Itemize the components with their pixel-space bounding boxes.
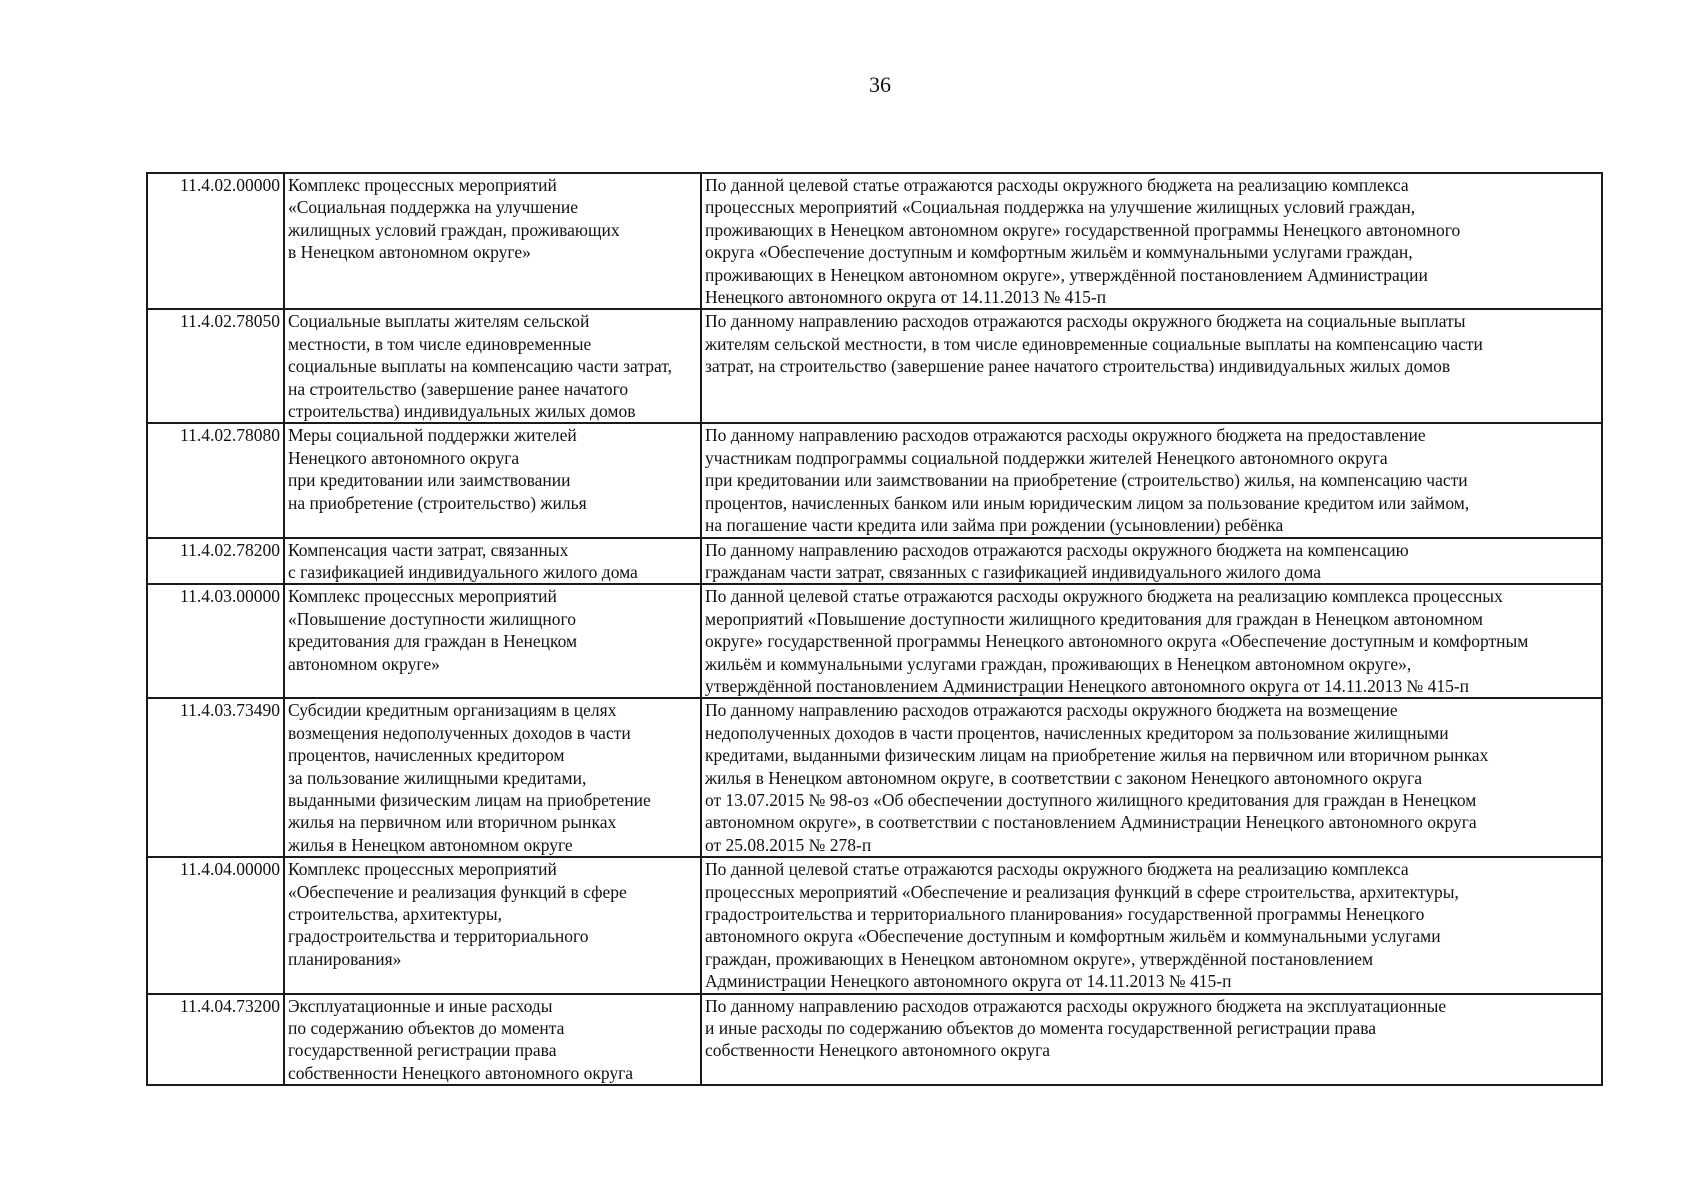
code-cell: 11.4.03.73490 (147, 698, 284, 857)
description-cell: По данной целевой статье отражаются расходы окружного бюджета на реализацию комплекса процессных мероприятий «Социальная поддержка на улучшение жилищных условий граждан, проживающих в Ненецком автономном округе» государственной программы Ненецкого автономного округа «Обеспечение доступным и комфортным жильём и коммунальными услугами граждан, проживающих в Ненецком автономном округе», утверждённой постановлением Администрации Ненецкого автономного округа от 14.11.2013 № 415-п (701, 173, 1602, 309)
description-cell: По данному направлению расходов отражаются расходы окружного бюджета на эксплуатационные и иные расходы по содержанию объектов до момента государственной регистрации права собственности Ненецкого автономного округа (701, 994, 1602, 1086)
description-cell: По данной целевой статье отражаются расходы окружного бюджета на реализацию комплекса процессных мероприятий «Обеспечение и реализация функций в сфере строительства, архитектуры, градостроительства и территориального планирования» государственной программы Ненецкого автономного округа «Обеспечение доступным и комфортным жильём и коммунальными услугами граждан, проживающих в Ненецком автономном округе», утверждённой постановлением Администрации Ненецкого автономного округа от 14.11.2013 № 415-п (701, 857, 1602, 993)
code-cell: 11.4.03.00000 (147, 584, 284, 698)
name-cell: Эксплуатационные и иные расходы по содержанию объектов до момента государственной регистрации права собственности Ненецкого автономного округа (284, 994, 701, 1086)
name-cell: Субсидии кредитным организациям в целях возмещения недополученных доходов в части процентов, начисленных кредитором за пользование жилищными кредитами, выданными физическим лицам на приобретение жилья на первичном или вторичном рынках жилья в Ненецком автономном округе (284, 698, 701, 857)
table-row (147, 698, 1602, 857)
description-cell: По данному направлению расходов отражаются расходы окружного бюджета на предоставление участникам подпрограммы социальной поддержки жителей Ненецкого автономного округа при кредитовании или заимствовании на приобретение (строительство) жилья, на компенсацию части процентов, начисленных банком или иным юридическим лицом за пользование кредитом или займом, на погашение части кредита или займа при рождении (усыновлении) ребёнка (701, 423, 1602, 537)
table-row (147, 423, 1602, 537)
name-cell: Комплекс процессных мероприятий «Повышение доступности жилищного кредитования для граждан в Ненецком автономном округе» (284, 584, 701, 698)
code-cell: 11.4.02.78200 (147, 538, 284, 585)
code-cell: 11.4.02.78050 (147, 309, 284, 423)
table-row (147, 584, 1602, 698)
name-cell: Комплекс процессных мероприятий «Обеспечение и реализация функций в сфере строительства, архитектуры, градостроительства и территориального планирования» (284, 857, 701, 993)
code-cell: 11.4.04.73200 (147, 994, 284, 1086)
description-cell: По данному направлению расходов отражаются расходы окружного бюджета на компенсацию гражданам части затрат, связанных с газификацией индивидуального жилого дома (701, 538, 1602, 585)
name-cell: Меры социальной поддержки жителей Ненецкого автономного округа при кредитовании или заимствовании на приобретение (строительство) жилья (284, 423, 701, 537)
code-cell: 11.4.02.00000 (147, 173, 284, 309)
code-cell: 11.4.04.00000 (147, 857, 284, 993)
code-cell: 11.4.02.78080 (147, 423, 284, 537)
name-cell: Комплекс процессных мероприятий «Социальная поддержка на улучшение жилищных условий граждан, проживающих в Ненецком автономном округе» (284, 173, 701, 309)
table-row (147, 309, 1602, 423)
page-number: 36 (869, 72, 891, 97)
name-cell: Социальные выплаты жителям сельской местности, в том числе единовременные социальные выплаты на компенсацию части затрат, на строительство (завершение ранее начатого строительства) индивидуальных жилых домов (284, 309, 701, 423)
table-row (147, 994, 1602, 1086)
table-row (147, 173, 1602, 309)
table-row (147, 538, 1602, 585)
budget-codes-table (146, 172, 1603, 1086)
description-cell: По данной целевой статье отражаются расходы окружного бюджета на реализацию комплекса процессных мероприятий «Повышение доступности жилищного кредитования для граждан в Ненецком автономном округе» государственной программы Ненецкого автономного округа «Обеспечение доступным и комфортным жильём и коммунальными услугами граждан, проживающих в Ненецком автономном округе», утверждённой постановлением Администрации Ненецкого автономного округа от 14.11.2013 № 415-п (701, 584, 1602, 698)
description-cell: По данному направлению расходов отражаются расходы окружного бюджета на социальные выплаты жителям сельской местности, в том числе единовременные социальные выплаты на компенсацию части затрат, на строительство (завершение ранее начатого строительства) индивидуальных жилых домов (701, 309, 1602, 423)
table-row (147, 857, 1602, 993)
description-cell: По данному направлению расходов отражаются расходы окружного бюджета на возмещение недополученных доходов в части процентов, начисленных кредитором за пользование жилищными кредитами, выданными физическим лицам на приобретение жилья на первичном или вторичном рынках жилья в Ненецком автономном округе, в соответствии с законом Ненецкого автономного округа от 13.07.2015 № 98-оз «Об обеспечении доступного жилищного кредитования для граждан в Ненецком автономном округе», в соответствии с постановлением Администрации Ненецкого автономного округа от 25.08.2015 № 278-п (701, 698, 1602, 857)
name-cell: Компенсация части затрат, связанных с газификацией индивидуального жилого дома (284, 538, 701, 585)
